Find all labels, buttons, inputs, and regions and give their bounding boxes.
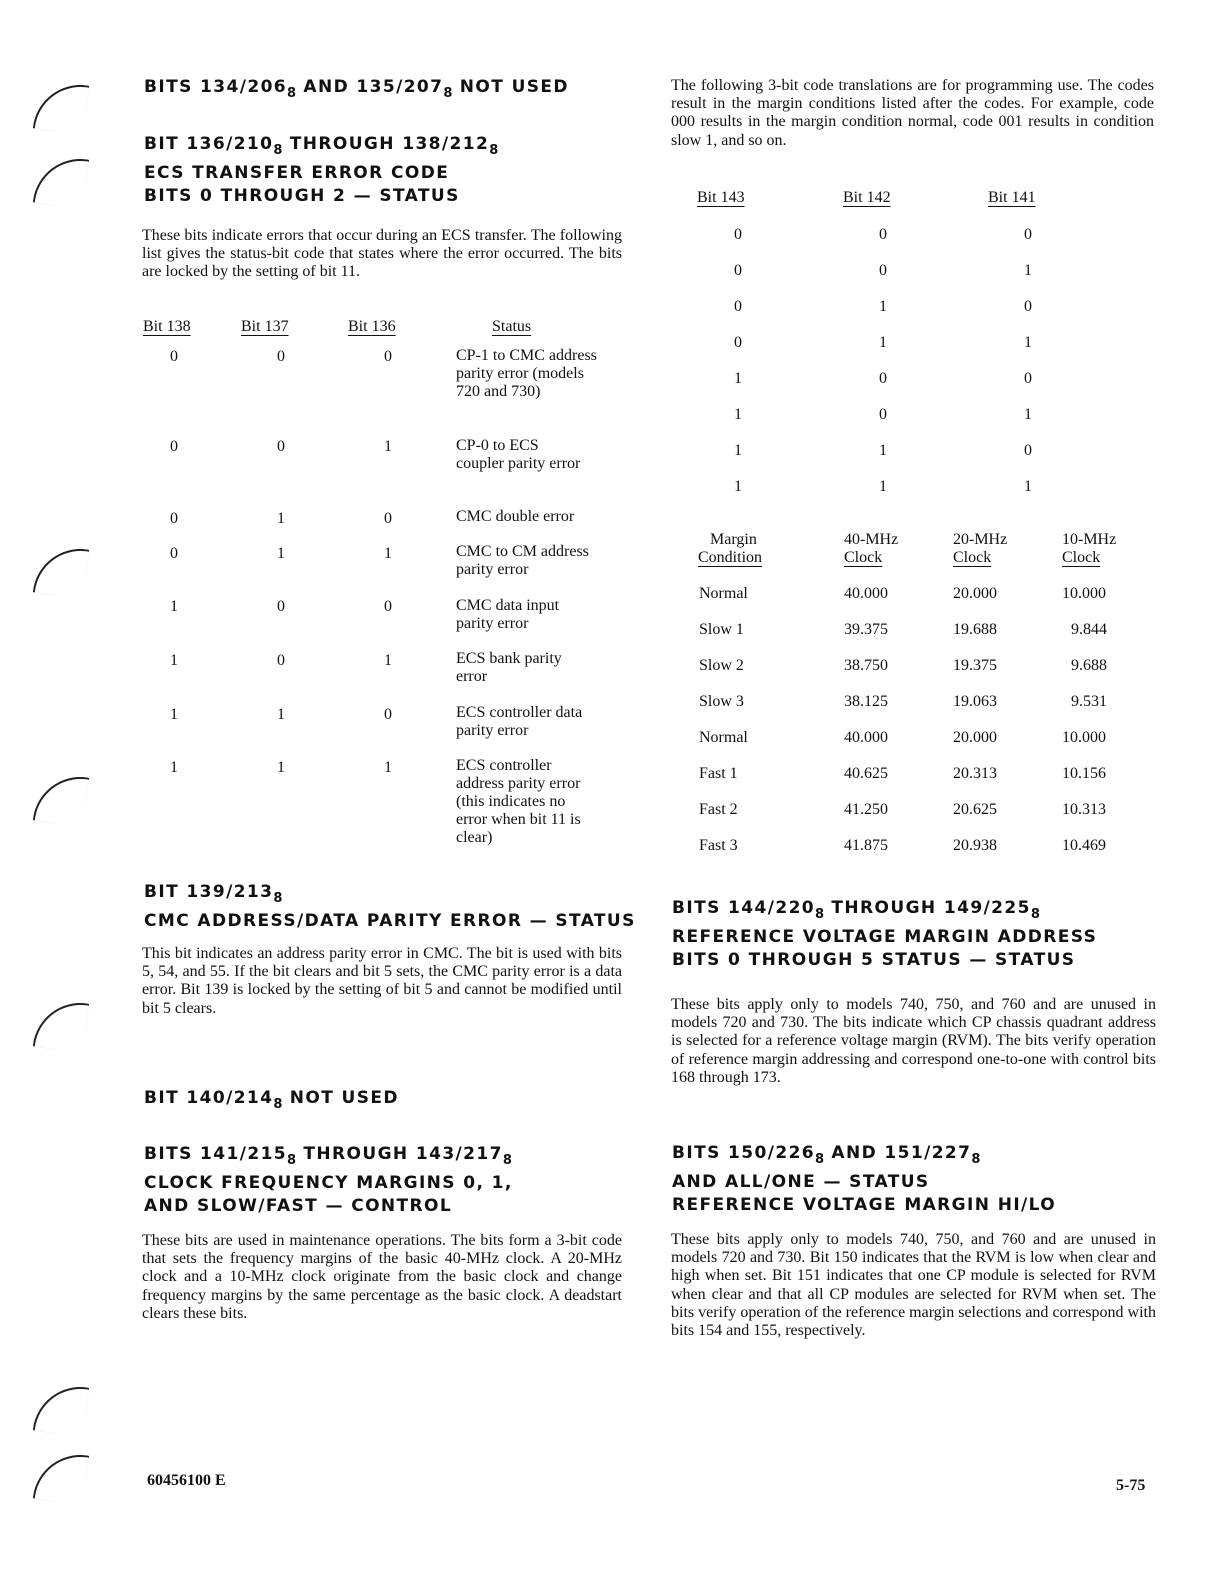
- table-cell: 0: [170, 545, 178, 562]
- table-cell: 0: [1024, 370, 1032, 387]
- table-cell: 41.875: [844, 837, 888, 854]
- table-cell: 1: [277, 759, 285, 776]
- table-cell: 1: [879, 298, 887, 315]
- table-cell: 0: [734, 298, 742, 315]
- table-cell-status: CP-0 to ECS coupler parity error: [456, 437, 581, 472]
- table-cell-status: ECS controller data parity error: [456, 704, 583, 739]
- table-cell: 1: [384, 438, 392, 455]
- table-cell: 1: [879, 442, 887, 459]
- table-cell: 20.625: [953, 801, 997, 818]
- table-cell: 1: [734, 370, 742, 387]
- table-cell: 19.063: [953, 693, 997, 710]
- column-header-40mhz-clock: Clock: [844, 549, 883, 566]
- table-cell: 0: [277, 652, 285, 669]
- table-cell: 1: [734, 406, 742, 423]
- binder-hole-mark: [33, 997, 89, 1053]
- table-cell: 41.250: [844, 801, 888, 818]
- table-cell: 1: [277, 510, 285, 527]
- table-cell: 0: [1024, 226, 1032, 243]
- table-cell-status: CMC data input parity error: [456, 597, 560, 632]
- table-cell-status: ECS bank parity error: [456, 650, 562, 685]
- table-cell: 1: [384, 759, 392, 776]
- binder-hole-mark: [33, 771, 89, 827]
- paragraph-ecs-errors: These bits indicate errors that occur during an ECS transfer. The following list gives the status-bit code that states where the error occurred. The bits are locked by the setting of bit 11.: [142, 227, 622, 281]
- table-cell-status: CMC double error: [456, 508, 575, 525]
- table-cell: 1: [384, 545, 392, 562]
- table-cell: Fast 3: [699, 837, 738, 854]
- binder-hole-mark: [33, 1381, 89, 1437]
- paragraph-bits-150-151: These bits apply only to models 740, 750, and 760 and are unused in models 720 and 730. Bit 150 indicates that the RVM is low when clear and high when set. Bit 151 indicates that one CP module is selected for RVM when clear and that all CP modules are selected for RVM when set. The bits verify operation of the reference margin selections and correspond with bits 154 and 155, respectively.: [671, 1231, 1156, 1340]
- column-header-bit-143: Bit 143: [697, 189, 745, 206]
- table-cell: 1: [170, 598, 178, 615]
- table-cell: 1: [1024, 262, 1032, 279]
- document-number: 60456100 E: [147, 1472, 226, 1489]
- heading-bits-150-151: BITS $150/226_8$ AND $151/227_8$ AND ALL/ONE — STATUS REFERENCE VOLTAGE MARGIN HI/LO: [672, 1143, 1057, 1215]
- table-cell: 1: [384, 652, 392, 669]
- page-number: 5-75: [1116, 1477, 1146, 1494]
- table-cell: 38.125: [844, 693, 888, 710]
- paragraph-code-translations: The following 3-bit code translations are for programming use. The codes result in the margin conditions listed after the codes. For example, code 000 results in the margin condition normal, code 001 results in condition slow 1, and so on.: [671, 77, 1154, 149]
- column-header-10mhz-clock: Clock: [1062, 549, 1101, 566]
- heading-bits-134-135: BITS $134/206_8$ AND $135/207_8$ NOT USED: [144, 77, 569, 101]
- binder-hole-mark: [33, 153, 89, 209]
- table-cell-status: CMC to CM address parity error: [456, 543, 589, 578]
- table-cell: 0: [734, 334, 742, 351]
- table-cell: Normal: [699, 585, 748, 602]
- table-cell: 1: [277, 706, 285, 723]
- column-header-10mhz: 10-MHz: [1062, 531, 1117, 548]
- column-header-40mhz: 40-MHz: [844, 531, 899, 548]
- table-cell: 1: [277, 545, 285, 562]
- table-cell: 1: [1024, 478, 1032, 495]
- column-header-20mhz-clock: Clock: [953, 549, 992, 566]
- table-cell: 1: [170, 759, 178, 776]
- table-cell: 0: [1024, 442, 1032, 459]
- table-cell: 38.750: [844, 657, 888, 674]
- table-cell: 0: [170, 438, 178, 455]
- binder-hole-mark: [33, 543, 89, 599]
- table-cell: 0: [734, 262, 742, 279]
- table-cell: 40.000: [844, 585, 888, 602]
- table-cell: 0: [384, 348, 392, 365]
- table-cell: 0: [170, 510, 178, 527]
- column-header-condition: Condition: [698, 549, 763, 566]
- table-cell: Normal: [699, 729, 748, 746]
- column-header-20mhz: 20-MHz: [953, 531, 1008, 548]
- table-cell: 40.000: [844, 729, 888, 746]
- table-cell: 1: [1024, 334, 1032, 351]
- table-cell: 0: [277, 348, 285, 365]
- table-cell: 1: [879, 334, 887, 351]
- paragraph-bits-141-143: These bits are used in maintenance operations. The bits form a 3-bit code that sets the frequency margins of the basic 40-MHz clock. A 20-MHz clock and a 10-MHz clock originate from the basic clock and change frequency margins by the same percentage as the basic clock. A deadstart clears these bits.: [142, 1232, 622, 1322]
- table-cell: 0: [384, 706, 392, 723]
- column-header-bit-142: Bit 142: [843, 189, 891, 206]
- table-cell: 0: [879, 406, 887, 423]
- column-header-bit-136: Bit 136: [348, 318, 396, 335]
- column-header-bit-137: Bit 137: [241, 318, 289, 335]
- table-cell-status: ECS controller address parity error (this indicates no error when bit 11 is clear): [456, 757, 581, 846]
- table-cell: 1: [734, 478, 742, 495]
- table-cell: 20.938: [953, 837, 997, 854]
- table-cell: 0: [277, 438, 285, 455]
- heading-bits-141-143: BITS $141/215_8$ THROUGH $143/217_8$ CLOCK FREQUENCY MARGINS 0, 1, AND SLOW/FAST — CONTROL: [144, 1144, 513, 1216]
- table-cell: 0: [277, 598, 285, 615]
- table-cell: 10.000: [1062, 729, 1106, 746]
- heading-bit-140: BIT $140/214_8$ NOT USED: [144, 1088, 399, 1112]
- table-cell: 9.531: [1071, 693, 1107, 710]
- table-cell: Fast 1: [699, 765, 738, 782]
- table-cell: 20.000: [953, 585, 997, 602]
- table-cell-status: CP-1 to CMC address parity error (models 720 and 730): [456, 347, 597, 400]
- table-cell: 1: [734, 442, 742, 459]
- table-cell: 0: [734, 226, 742, 243]
- heading-bits-136-138: BIT $136/210_8$ THROUGH $138/212_8$ ECS TRANSFER ERROR CODE BITS 0 THROUGH 2 — STATUS: [144, 134, 499, 206]
- table-cell: 19.375: [953, 657, 997, 674]
- table-cell: 0: [384, 510, 392, 527]
- table-cell: 0: [384, 598, 392, 615]
- table-cell: 19.688: [953, 621, 997, 638]
- table-cell: Fast 2: [699, 801, 738, 818]
- heading-bit-139: BIT $139/213_8$ CMC ADDRESS/DATA PARITY ERROR — STATUS: [144, 882, 636, 931]
- table-cell: 10.469: [1062, 837, 1106, 854]
- paragraph-bits-144-149: These bits apply only to models 740, 750, and 760 and are unused in models 720 and 730. The bits indicate which CP chassis quadrant address is selected for a reference voltage margin (RVM). The bits verify operation of reference margin addressing and correspond one-to-one with control bits 168 through 173.: [671, 996, 1156, 1086]
- table-cell: 0: [1024, 298, 1032, 315]
- table-cell: 0: [879, 226, 887, 243]
- table-cell: 1: [170, 706, 178, 723]
- binder-hole-mark: [33, 79, 89, 135]
- table-cell: 39.375: [844, 621, 888, 638]
- table-cell: 0: [879, 370, 887, 387]
- column-header-margin: Margin: [710, 531, 757, 548]
- table-cell: Slow 3: [699, 693, 744, 710]
- column-header-bit-141: Bit 141: [988, 189, 1036, 206]
- table-cell: 1: [1024, 406, 1032, 423]
- table-cell: Slow 2: [699, 657, 744, 674]
- table-cell: 10.156: [1062, 765, 1106, 782]
- table-cell: 9.688: [1071, 657, 1107, 674]
- table-cell: 20.313: [953, 765, 997, 782]
- table-cell: 1: [170, 652, 178, 669]
- table-cell: 0: [879, 262, 887, 279]
- heading-bits-144-149: BITS $144/220_8$ THROUGH $149/225_8$ REFERENCE VOLTAGE MARGIN ADDRESS BITS 0 THROUGH 5 STATUS — STATUS: [672, 898, 1098, 970]
- table-cell: 9.844: [1071, 621, 1107, 638]
- table-cell: 40.625: [844, 765, 888, 782]
- column-header-status: Status: [492, 318, 532, 335]
- binder-hole-mark: [33, 1449, 89, 1505]
- column-header-bit-138: Bit 138: [143, 318, 191, 335]
- table-cell: 0: [170, 348, 178, 365]
- table-cell: Slow 1: [699, 621, 744, 638]
- table-cell: 1: [879, 478, 887, 495]
- table-cell: 10.313: [1062, 801, 1106, 818]
- table-cell: 20.000: [953, 729, 997, 746]
- table-cell: 10.000: [1062, 585, 1106, 602]
- paragraph-bit-139: This bit indicates an address parity error in CMC. The bit is used with bits 5, 54, and 55. If the bit clears and bit 5 sets, the CMC parity error is a data error. Bit 139 is locked by the setting of bit 5 and cannot be modified until bit 5 clears.: [142, 945, 622, 1017]
